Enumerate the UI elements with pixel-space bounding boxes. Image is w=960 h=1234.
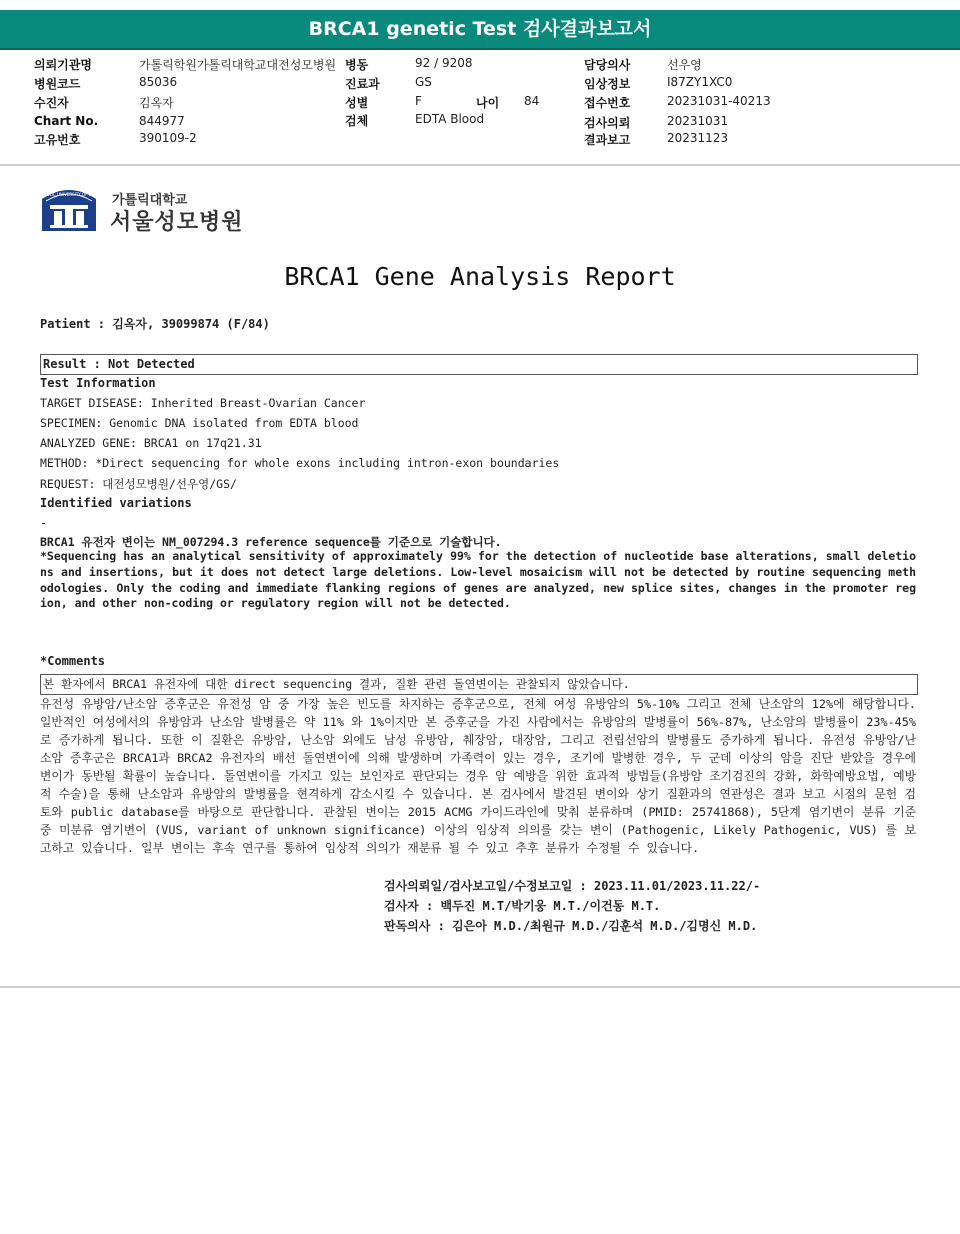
reference-sequence-note: BRCA1 유전자 변이는 NM_007294.3 reference sequence를 기준으로 기술합니다. (40, 535, 502, 549)
dept-label: 진료과 (345, 77, 380, 91)
ward-label: 병동 (345, 58, 369, 72)
reader-line: 판독의사 : 김은아 M.D./최원규 M.D./김훈석 M.D./김명신 M.D. (384, 919, 758, 933)
clinical-value: I87ZY1XC0 (667, 75, 733, 89)
divider-top (0, 164, 960, 166)
specimen-line: SPECIMEN: Genomic DNA isolated from EDTA blood (40, 416, 359, 430)
specimen-value: EDTA Blood (415, 112, 485, 126)
result-box: Result : Not Detected (40, 354, 918, 375)
tester-line: 검사자 : 백두진 M.T/박기웅 M.T./이건동 M.T. (384, 899, 661, 913)
divider-bottom (0, 986, 960, 988)
receipt-value: 20231031-40213 (667, 94, 771, 108)
patient-line: Patient : 김옥자, 39099874 (F/84) (40, 317, 270, 331)
logo-university-text: 가톨릭대학교 (112, 193, 188, 208)
test-info-heading: Test Information (40, 376, 156, 390)
hospcode-label: 병원코드 (34, 77, 81, 91)
result-label: 결과보고 (584, 133, 631, 147)
target-disease: TARGET DISEASE: Inherited Breast-Ovarian Cancer (40, 396, 366, 410)
report-title: BRCA1 Gene Analysis Report (284, 262, 676, 291)
hospcode-value: 85036 (139, 75, 178, 89)
unique-label: 고유번호 (34, 133, 81, 147)
hospital-emblem-icon (35, 187, 103, 232)
sex-value: F (415, 94, 422, 108)
receipt-label: 접수번호 (584, 96, 631, 110)
comment-box: 본 환자에서 BRCA1 유전자에 대한 direct sequencing 결과, 질환 관련 돌연변이는 관찰되지 않았습니다. (40, 674, 918, 695)
comment-body: 유전성 유방암/난소암 증후군은 유전성 암 중 가장 높은 빈도를 차지하는 증후군으로, 전체 여성 유방암의 5%-10% 그리고 전체 난소암의 12%에 해당합니다. 일반적인 여성에서의 유방암과 난소암 발병률은 약 11% 와 1%이지만 본 증후군을 가진 사람에서는 유방암의 발병률이 56%-87%, 난소암의 발병률이 23%-45%로 증가하게 됩니다. 또한 이 질환은 유방암, 난소암 외에도 남성 유방암, 췌장암, 대장암, 그리고 전립선암의 발병률도 증가하게 됩니다. 유전성 유방암/난소암 증후군은 BRCA1과 BRCA2 유전자의 배선 돌연변이에 의해 발생하며 가족력이 있는 경우, 조기에 발병한 경우, 두 군데 이상의 암을 진단 받았을 경우에 변이가 동반될 확률이 높습니다. 돌연변이를 가지고 있는 보인자로 판단되는 경우 암 예방을 위한 효과적 방법들(유방암 조기검진의 강화, 화학예방요법, 예방적 수술)을 통해 난소암과 유방암의 발병률을 현격하게 감소시킬 수 있습니다. 본 검사에서 발견된 변이와 상기 질환과의 연관성은 결과 보고 시점의 문헌 검토와 public database를 바탕으로 판단합니다. 관찰된 변이는 2015 ACMG 가이드라인에 맞춰 분류하며 (PMID: 25741868), 5단계 염기변이 분류 기준 중 미분류 염기변이 (VUS, variant of unknown significance) 이상의 임상적 의의를 갖는 변이 (Pathogenic, Likely Pathogenic, VUS) 를 보고하고 있습니다. 일부 변이는 후속 연구를 통하여 임상적 의의가 재분류 될 수 있고 추후 분류가 수정될 수 있습니다. (40, 697, 916, 855)
hospital-logo (35, 187, 244, 235)
sensitivity-note: *Sequencing has an analytical sensitivity of approximately 99% for the detection of nucleotide base alterations, small deletions and insertions, but it does not detect large deletions. Low-level mosaicism will not be detected by routine sequencing methodologies. Only the coding and immediate flanking regions of genes are analyzed, new splice sites, changes in the promoter region, and other non-coding or regulatory region will not be detected. (40, 549, 916, 611)
age-label: 나이 (476, 96, 500, 110)
age-value: 84 (524, 94, 540, 108)
dept-value: GS (415, 75, 432, 89)
emblem-text: CATHOLIC UNIVERSITY OF KOREA (35, 192, 103, 197)
identified-heading: Identified variations (40, 496, 192, 510)
specimen-label: 검체 (345, 114, 369, 128)
logo-hospital-text: 서울성모병원 (110, 210, 244, 235)
report-dates: 검사의뢰일/검사보고일/수정보고일 : 2023.11.01/2023.11.22/- (384, 879, 761, 893)
report-header-title: BRCA1 genetic Test 검사결과보고서 (0, 10, 960, 50)
unique-value: 390109-2 (139, 131, 197, 145)
clinical-label: 임상정보 (584, 77, 631, 91)
org-label: 의뢰기관명 (34, 58, 92, 72)
patient-value: 김옥자 (139, 96, 174, 110)
comments-heading: *Comments (40, 654, 106, 668)
doctor-value: 선우영 (667, 58, 702, 72)
sex-label: 성별 (345, 96, 369, 110)
org-value: 가톨릭학원가톨릭대학교대전성모병원 (139, 58, 337, 72)
method-line: METHOD: *Direct sequencing for whole exons including intron-exon boundaries (40, 456, 560, 470)
identified-value: - (40, 516, 48, 530)
doctor-label: 담당의사 (584, 58, 631, 72)
chart-label: Chart No. (34, 114, 99, 128)
patient-label: 수진자 (34, 96, 69, 110)
patient-info-panel (0, 52, 960, 164)
result-value: 20231123 (667, 131, 729, 145)
request-label: 검사의뢰 (584, 116, 631, 130)
request-line: REQUEST: 대전성모병원/선우영/GS/ (40, 477, 237, 491)
analyzed-gene: ANALYZED GENE: BRCA1 on 17q21.31 (40, 436, 262, 450)
ward-value: 92 / 9208 (415, 56, 473, 70)
request-value: 20231031 (667, 114, 729, 128)
chart-value: 844977 (139, 114, 185, 128)
